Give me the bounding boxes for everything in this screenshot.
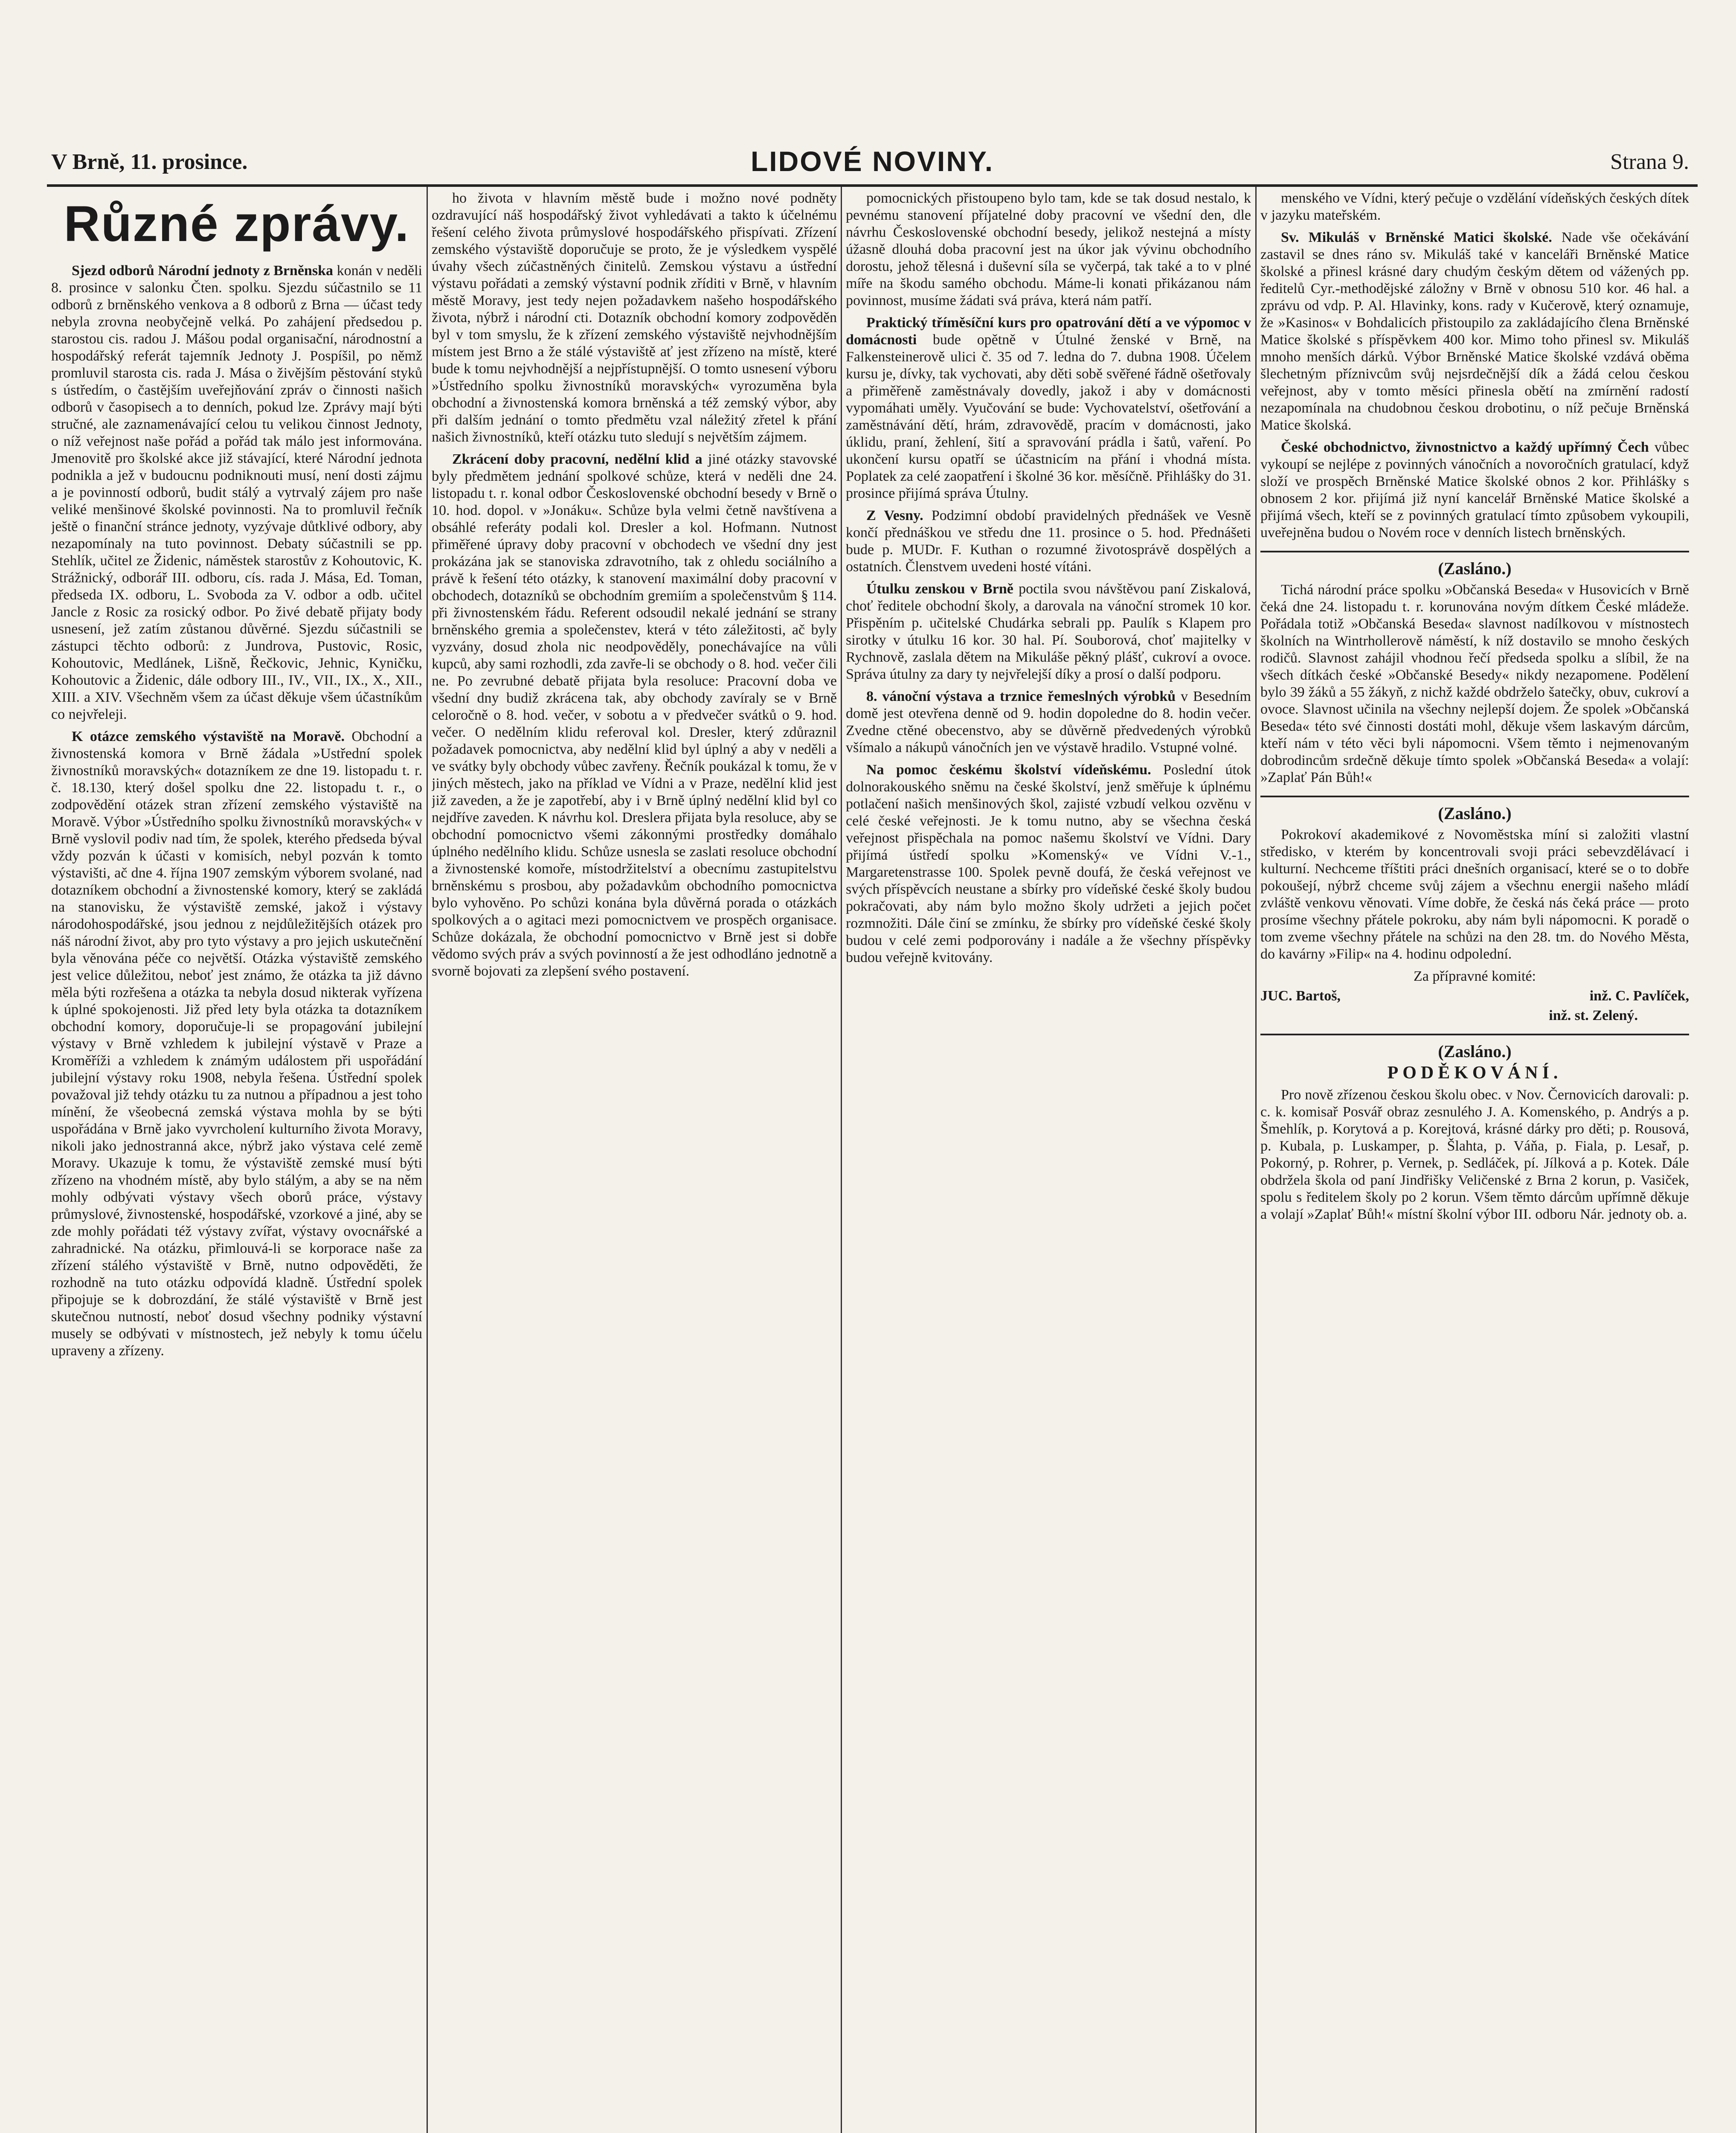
- notice-divider: [1260, 1034, 1689, 1035]
- article-paragraph: [1260, 229, 1689, 434]
- article-paragraph: [846, 581, 1251, 683]
- article-text: Pro nově zřízenou českou školu obec. v Nov. Černovicích darovali: p. c. k. komisař Posvář obraz zesnulého J. A. Komenského, p. Andrýs a p. Šmehlík, p. Korytová a p. Korejtová, krásné dárky pro děti; p. Rousová, p. Kubala, p. Luskamper, p. Šlahta, p. Váňa, p. Fiala, p. Lesař, p. Pokorný, p. Rohrer, p. Vernek, p. Sedláček, pí. Jílková a p. Kotek. Dále obdržela škola od paní Jindřišky Veličenské z Brna 2 korun, p. Vasiček, spolu s ředitelem školy po 2 korun. Všem těmto dárcům upřímně děkuje a volají »Zaplať Bůh!« místní školní výbor III. odboru Nár. jednoty ob. a.: [1260, 1087, 1689, 1222]
- signature: inž. st. Zelený.: [1549, 1008, 1638, 1023]
- article-text: menského ve Vídni, který pečuje o vzdělání vídeňských českých dítek v jazyku mateřském.: [1260, 190, 1689, 223]
- article-paragraph: [846, 761, 1251, 966]
- article-text: Nade vše očekávání zastavil se dnes ráno sv. Mikuláš také v kanceláři Brněnské Matice školské a přinesl krásné dary chudým českým dětem od vážených pp. ředitelů Cyr.-methodějské záložny v Brně v obnosu 510 kor. 46 hal. a zprávu od vdp. P. Al. Hlavinky, kons. rady v Kučerově, který oznamuje, že »Kasinos« v Bohdalicích přistoupilo za zakládajícího člena Brněnské Matice školské s příspěvkem 400 kor. Mimo toho přinesl sv. Mikuláš mnoho menších dárků. Výbor Brněnské Matice školské vzdává oběma šlechetným příznivcům svůj nejsrdečnější dík a žádá celou českou veřejnost, aby v tomto měsíci přinesla obětí na zmírnění radostí nezapomínala na chudobnou českou drobotinu, o níž pečuje Brněnská Matice školská.: [1260, 230, 1689, 433]
- column-divider: [427, 187, 428, 2133]
- column-3-articles: [846, 190, 1251, 966]
- article-text: jiné otázky stavovské byly předmětem jednání spolkové schůze, která v neděli dne 24. listopadu t. r. konal odbor Československé obchodní besedy v Brně o 10. hod. dopol. v »Jonáku«. Schůze byla velmi četně navštívena a obsáhlé referáty podali kol. Dresler a kol. Hofmann. Nutnost přiměřené úpravy doby pracovní v obchodech ve všední dny jest prokázána jak se stanoviska zdravotního, tak z ohledu sociálního a právě k řešení této otázky, k stanovení maximální doby pracovní v obchodech, dotazníků se obchodním gremiím a společenstvům § 114. při živnostenském řádu. Referent odsoudil nekalé jednání se strany brněnského gremia a společenstev, která v této záležitosti, ač byly vyzvány, dosud zhola nic neodpověděly, ponechávajíce na vůli kupců, aby sami rozhodli, zda zavře-li se obchody o 8. hod. večer čili ne. Po zevrubné debatě přijata byla resoluce: Pracovní doba ve všední dny budiž zkrácena tak, aby obchody zavíraly se v Brně celoročně o 8. hod. večer, v sobotu a v předvečer svátků o 9. hod. večer. O nedělním klidu referoval kol. Dresler, který zdůraznil požadavek pomocnictva, aby nedělní klid byl úplný a aby v neděli a ve svátky byly obchody vůbec zavřeny. Řečník poukázal k tomu, že v jiných městech, jako na příklad ve Vídni a v Praze, nedělní klid jest již zaveden, a že je zapotřebí, aby i v Brně úplný nedělní klid byl co nejdříve zaveden. K návrhu kol. Dreslera přijata byla resoluce, aby se obchodní pomocnictvo všemi zákonnými prostředky domáhalo úplného nedělního klidu. Schůze usnesla se zaslati resoluce obchodní a živnostenské komoře, místodržitelství a obecnímu zastupitelstvu brněnskému s prosbou, aby požadavkům obchodního pomocnictva bylo vyhověno. Po schůzi konána byla důvěrná porada o otázkách spolkových a o agitaci mezi pomocnictvem ve prospěch organisace. Schůze dokázala, že obchodní pomocnictvo v Brně jest si dobře vědomo svých práv a svých povinností a že jest odhodláno jednotně a svorně bojovati za zlepšení svého postavení.: [432, 451, 837, 979]
- notice-divider: [1260, 796, 1689, 797]
- article-text: Obchodní a živnostenská komora v Brně žádala »Ustřední spolek živnostníků moravských« dotazníkem ze dne 19. listopadu t. r. č. 18.130, který došel spolku dne 22. listopadu t. r., o zodpovědění otázek stran zřízení zemského výstaviště na Moravě. Výbor »Ústředního spolku živnostníků moravských« v Brně vyslovil podiv nad tím, že spolek, kterého předseda býval vždy pozván k účasti v komisích, nebyl pozván k tomto výstavišti, ač dne 4. října 1907 zemským výborem svolané, nad dotazníkem obchodní a živnostenské komory, který se zakládá na stanovisku, že výstaviště zemské, jakož i výstavy národohospodářské, jsou jednou z nejdůležitějších otázek pro náš národní život, aby pro tyto výstavy a pro jejich uskutečnění byla věnována péče co největší. Otázka výstaviště zemského jest velice důležitou, neboť jest známo, že otázka ta již dávno měla býti rozřešena a otázka ta nebyla dosud nikterak vyřízena k úplné spokojenosti. Již před lety byla otázka ta dotazníkem obchodní komory, doporučuje-li se propagování jubilejní výstavy v Brně vzhledem k jubilejní výstavě v Praze a Kroměříži a vzhledem k známým událostem při uspořádání jubilejní výstavy roku 1908, nebyla řešena. Ústřední spolek považoval již tehdy otázku tu za nutnou a případnou a jest toho mínění, že všeobecná zemská výstava mohla by se býti uspořádána v Brně jako vyvrcholení kulturního života Moravy, nikoli jako jednostranná akce, nýbrž jako výstava celé země Moravy. Ukazuje k tomu, že výstaviště zemské musí býti zřízeno na vhodném místě, aby bylo stálým, a aby se na něm mohly odbývati výstavy všech oborů práce, výstavy průmyslové, živnostenské, hospodářské, vzorkové a jiné, aby se zde mohly pořádati též výstavy zvířat, výstavy ovocnářské a zahradnické. Na otázku, přimlouvá-li se korporace naše za zřízení stálého výstaviště v Brně, nutno odpověděti, že rozhodně na tuto otázku odpovídá kladně. Ústřední spolek připojuje se k dobrozdání, že stálé výstaviště v Brně jest skutečnou nutností, neboť dosud všechny podniky výstavní musely se odbývati v místnostech, jež nebyly k tomu účelu upraveny a zřízeny.: [51, 729, 422, 1359]
- article-text: pomocnických přistoupeno bylo tam, kde se tak dosud nestalo, k pevnému stanovení příjatelné doby pracovní ve všední den, dle návrhu Československé obchodní besedy, jelikož nestejná a místy úžasně dlouhá doba pracovní jest na úkor jak vývinu obchodního dorostu, jehož tělesná i duševní síla se vyčerpá, tak také a to v plné míře na škodu samého obchodu. Máme-li konati přikázanou nám povinnost, musíme žádati svá práva, která nám patří.: [846, 190, 1251, 308]
- page-number: Strana 9.: [1610, 150, 1689, 174]
- article-text: v Besedním domě jest otevřena denně od 9. hodin dopoledne do 8. hodin večer. Zvedne ctěné obecenstvo, aby se důvěrně předvedených výrobků všímalo a nákupů vánočních jen ve výstavě hradilo. Vstupné volné.: [846, 689, 1251, 756]
- signature: inž. C. Pavlíček,: [1589, 988, 1689, 1004]
- article-text: bude opětně v Útulné ženské v Brně, na Falkensteinerově ulici č. 35 od 7. ledna do 7. dubna 1908. Účelem kursu je, dívky, tak vychovati, aby děti sobě svěřené řádně ošetřovaly a přiměřeně zaměstnávaly dovedly, jakož i aby v domácnosti vypomáhati uměly. Vyučování se bude: Vychovatelství, ošetřování a zaměstnávání dětí, hrám, zdravovědě, pracím v domácnosti, jako úklidu, praní, žehlení, šití a spravování prádla i šatů, vaření. Po ukončení kursu opatří se účastnicím na přání i vhodná místa. Poplatek za celé zaopatření i školné 36 kor. měsíčně. Přihlášky do 31. prosince přijímá správa Útulny.: [846, 332, 1251, 501]
- article-paragraph: [846, 507, 1251, 575]
- article-headline: K otázce zemského výstaviště na Moravě.: [72, 729, 345, 744]
- article-paragraph: [1260, 581, 1689, 786]
- section-title: Různé zprávy.: [64, 196, 410, 252]
- column-1-articles: [51, 262, 422, 1360]
- notice-divider: [1260, 551, 1689, 552]
- article-text: poctila svou návštěvou paní Ziskalová, choť ředitele obchodní školy, a darovala na vánoční stromek 10 kor. Přispěním p. učitelské Chudárka sebrali pp. Paulík s Klapem pro sirotky v útulku 16 kor. 30 hal. Pí. Souborová, choť majitelky v Rychnově, zaslala dětem na Mikuláše pěkný plášť, cukroví a ovoce. Správa útulny za dary ty nejvřelejší díky a prosí o další podporu.: [846, 581, 1251, 682]
- article-text: Podzimní období pravidelných přednášek ve Vesně končí přednáškou ve středu dne 11. prosince o 5. hod. Přednášeti bude p. MUDr. F. Kuthan o rozumné životosprávě dospělých a ostatních. Členstvem uvedeni hosté vítáni.: [846, 508, 1251, 575]
- article-paragraph: [432, 451, 837, 980]
- article-text: Poslední útok dolnorakouského sněmu na české školství, jenž směřuje k úplnému potlačení našich menšinových škol, zajisté vzbudí velkou ozvěnu v celé české veřejnosti. Je k tomu nutno, aby se všechna česká veřejnost přispěchala na pomoc našemu školství ve Vídni. Dary přijímá ústředí spolku »Komenský« ve Vídni V.-1., Margaretenstrasse 100. Spolek pevně doufá, že česká veřejnost ve svých příspěvcích neustane a sbírky pro vídeňské české školy budou pokračovati, aby nám bylo možno školy udržeti a jejich počet rozmnožiti. Dále činí se zmínku, že sbírky pro vídeňské české školy budou v celé zemi podporovány i nadále a že všechny příspěvky budou veřejně kvitovány.: [846, 762, 1251, 965]
- article-paragraph: [1260, 190, 1689, 224]
- page-header: [47, 145, 1698, 183]
- article-paragraph: [846, 190, 1251, 309]
- article-headline: Útulku zenskou v Brně: [866, 581, 1013, 597]
- article-paragraph: [432, 190, 837, 446]
- notice-label: (Zasláno.): [1438, 1042, 1512, 1061]
- committee-signatures: [1260, 1007, 1689, 1024]
- column-divider: [841, 187, 842, 2133]
- masthead-title: LIDOVÉ NOVINY.: [750, 145, 994, 177]
- article-headline: Na pomoc českému školství vídeňskému.: [866, 762, 1151, 778]
- article-text: konán v neděli 8. prosince v salonku Čten. spolku. Sjezdu súčastnilo se 11 odborů z brněnského venkova a 8 odborů z Brna — účast tedy nebyla zrovna neobyčejně velká. Po zahájení předsedou p. starostou cis. radou J. Mášou podal organisační, národnostní a hospodářský referát tajemník Jednoty J. Pospíšil, po němž promluvil starosta cis. rada J. Mása o živějším pěstování styků s ústředím, o častějším uveřejňování zpráv o činnosti našich odborů v časopisech a to denních, pokud lze. Zprávy mají býti stručné, ale zaznamenávající celou tu velikou činnost Jednoty, o níž veřejnost naše pořád a pořád tak málo jest informována. Jmenovitě pro školské akce již stávající, které Národní jednota podnikla a jež v budoucnu podniknouti musí, není dosti zájmu a je povinností odborů, budit stálý a vytrvalý zájem pro naše veliké menšinové školské povinnosti. Na to promluvil řečník ještě o finanční stránce jednoty, vyzývaje důtklivé odbory, aby nezapomínaly na tuto povinnost. Debaty súčastnili se pp. Stehlík, učitel ze Židenic, náměstek starostův z Kohoutovic, K. Strážnický, odborář III. odboru, cís. rada J. Mása, Ed. Toman, předseda IX. odboru, L. Svoboda za V. odbor a odb. učitel Jancle z Rosic za rosický odbor. Po živé debatě přijaty body usnesení, jež zatím zůstanou důvěrné. Sjezdu súčastnili se zástupci těchto odborů: z Jundrova, Pustovic, Rosic, Kohoutovic, Medlánek, Lišně, Řečkovic, Jehnic, Kyničku, Kohoutovic a Židenic, dále odbory III., IV., VII., IX., X., XII., XIII. a XIV. Všechněm všem za účast děkuje všem účastníkům co nejvřeleji.: [51, 263, 422, 722]
- article-paragraph: [1260, 826, 1689, 963]
- article-headline: Sv. Mikuláš v Brněnské Matici školské.: [1281, 230, 1552, 245]
- column-4-articles: [1260, 190, 1689, 1223]
- article-paragraph: [1260, 1087, 1689, 1223]
- header-date: V Brně, 11. prosince.: [51, 150, 248, 174]
- column-2-articles: [432, 190, 837, 980]
- notice-label: (Zasláno.): [1438, 804, 1512, 823]
- article-headline: Zkrácení doby pracovní, nedělní klid a: [452, 451, 703, 467]
- article-text: vůbec vykoupí se nejlépe z povinných vánočních a novoročních gratulací, když složí ve prospěch Brněnské Matice školské obnos 2 kor. Přihlášky s obnosem 2 kor. přijímá již nyní kancelář Brněnské Matice školské a přijímá všech, kteří se z povinných gratulací tímto způsobem vykoupili, uveřejněna budou o Novém roce v denních listech brněnských.: [1260, 439, 1689, 541]
- notice-title: PODĚKOVÁNÍ.: [1387, 1063, 1562, 1083]
- signature: JUC. Bartoš,: [1260, 988, 1341, 1004]
- article-headline: Z Vesny.: [866, 508, 923, 523]
- article-paragraph: [51, 728, 422, 1360]
- article-paragraph: [1260, 439, 1689, 541]
- article-headline: 8. vánoční výstava a trznice řemeslných výrobků: [866, 689, 1176, 704]
- column-divider: [1255, 187, 1257, 2133]
- column-1: [51, 190, 422, 2133]
- column-3: [846, 190, 1251, 2133]
- article-headline: České obchodnictvo, živnostnictvo a každý upřímný Čech: [1281, 439, 1649, 455]
- article-paragraph: [51, 262, 422, 723]
- column-2: [432, 190, 837, 2133]
- notice-label: (Zasláno.): [1438, 559, 1512, 578]
- committee-signatures: [1260, 988, 1689, 1005]
- article-paragraph: [846, 688, 1251, 756]
- article-text: Tichá národní práce spolku »Občanská Beseda« v Husovicích v Brně čeká dne 24. listopadu t. r. korunována novým dítkem České mládeže. Pořádala totiž »Občanská Beseda« slavnost nadílkovou v místnostech školních na Wintrhollerově náměstí, k níž dostavilo se mnoho českých rodičů. Slavnost zahájil vhodnou řečí předseda spolku a slíbil, že na všech dítkách české »Občanské Besedy« nikdy nezapomene. Podělení bylo 39 žáků a 55 žákyň, z nichž každé obdrželo šatečky, obuv, cukroví a ovoce. Slavnost učinila na všechny nejlepší dojem. Že spolek »Občanská Beseda« této své činnosti dostáti mohl, děkuje všem laskavým dárcům, kteří nám v této věci byli nápomocni. Všem těmto i nejmenovaným dobrodincům srdečně děkuje tímto spolek »Občanská Beseda« a volají: »Zaplať Pán Bůh!«: [1260, 582, 1689, 785]
- article-headline: Sjezd odborů Národní jednoty z Brněnska: [72, 263, 333, 279]
- column-4: [1260, 190, 1689, 2133]
- article-headline: Praktický tříměsíční kurs pro opatrování dětí a ve výpomoc v domácnosti: [846, 315, 1251, 348]
- header-rule: [47, 184, 1698, 187]
- article-paragraph: [846, 314, 1251, 502]
- committee-heading: Za přípravné komité:: [1413, 968, 1536, 984]
- article-text: Pokrokoví akademikové z Novoměstska míní si založiti vlastní středisko, v kterém by koncentrovali svoji práci sebevzdělávací i kulturní. Nechceme tříštiti práci dnešních organisací, které se o to dobře pokoušejí, nýbrž chceme svůj zájem a všechnu energii našeho mládí zvláště venkovu věnovati. Víme dobře, že česká nás čeká práce — proto prosíme všechny přátele pokroku, aby nám byli nápomocni. K poradě o tom zveme všechny přátele na schůzi na den 28. tm. do Nového Města, do kavárny »Filip« na 4. hodinu odpolední.: [1260, 827, 1689, 962]
- article-text: ho života v hlavním městě bude i možno nové podněty ozdravující náš hospodářský život vyhledávati a takto k účelnému řešení celého života průmyslové hospodářského přispívati. Zřízení zemského výstaviště doporučuje se proto, že je výsledkem vyspělé úvahy všech zúčastněných činitelů. Zemskou výstavu a ústřední výstavu pořádati a zemský výstavní podnik zříditi v Brně, v hlavním městě Moravy, jest tedy nejen požadavkem našeho hospodářského života, nýbrž i národní cti. Dotazník obchodní komory zodpověděn byl v tom smyslu, že k zřízení zemského výstaviště nejvhodnějším místem jest Brno a že stálé výstaviště ať jest zřízeno na místě, které bude k tomu nejvhodnější a nejpřístupnější. O tomto usnesení výboru »Ústředního spolku živnostníků moravských« vyrozuměna byla obchodní a živnostenská komora brněnská a též zemský výbor, aby při dalším jednání o tomto předmětu vzal náležitý zřetel k přání našich živnostníků, kteří otázku tuto sledují s největším zájmem.: [432, 190, 837, 445]
